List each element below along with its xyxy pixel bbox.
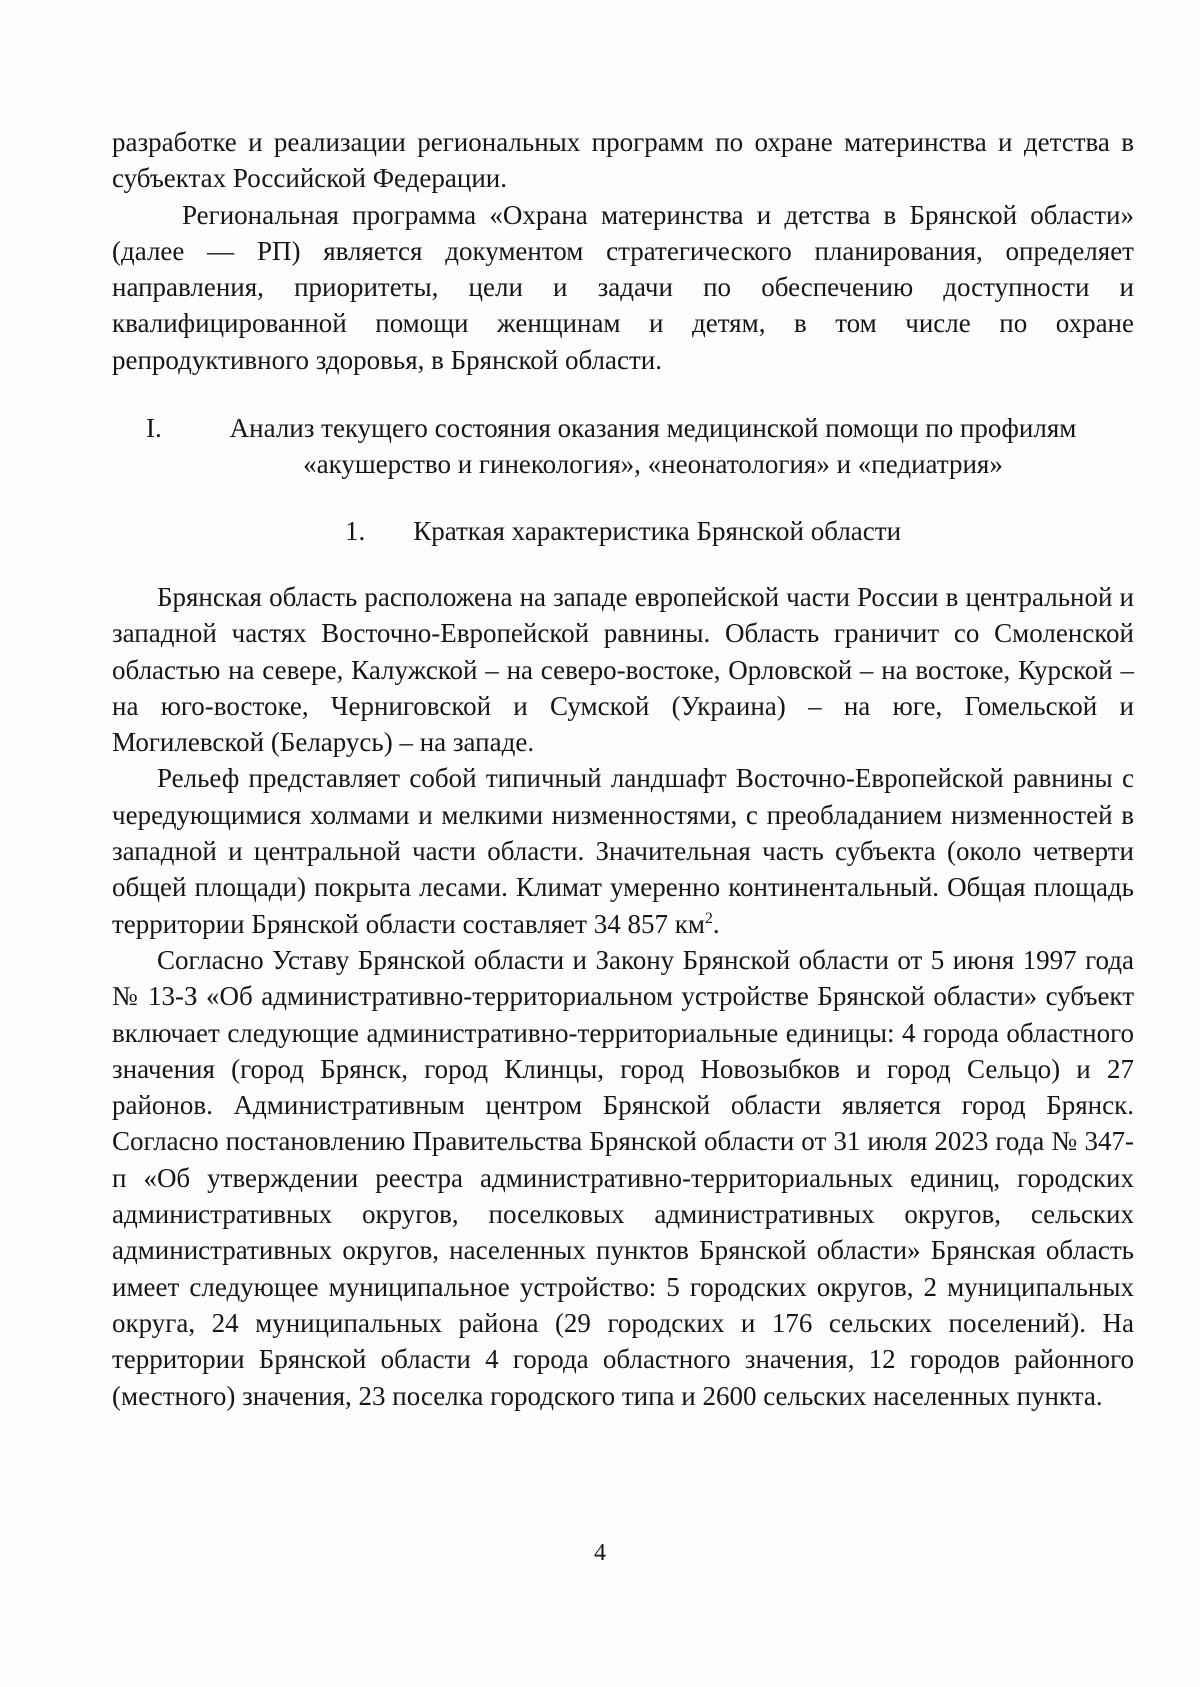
relief-end: . <box>712 908 720 939</box>
document-body <box>112 124 1134 1414</box>
area-superscript: 2 <box>704 909 713 927</box>
location-paragraph: Брянская область расположена на западе европейской части России в центральной и западной частях Восточно-Европейской равнины. Область граничит со Смоленской областью на севере, Калужской – на северо-востоке, Орловской – на востоке, Курской – на юго-востоке, Черниговской и Сумской (Украина) – на юге, Гомельской и Могилевской (Беларусь) – на западе. <box>112 581 1134 758</box>
relief-text: Рельеф представляет собой типичный ландшафт Восточно-Европейской равнины с чередующимися холмами и мелкими низменностями, с преобладанием низменностей в западной и центральной части области. Значительная часть субъекта (около четверти общей площади) покрыта лесами. Климат умеренно континентальный. Общая площадь территории Брянской области составляет 34 857 км <box>112 763 1134 939</box>
page-number: 4 <box>594 1540 606 1566</box>
section-number: I. <box>146 413 162 444</box>
subsection-number: 1. <box>344 515 366 546</box>
administrative-paragraph: Согласно Уставу Брянской области и Закону Брянской области от 5 июня 1997 года № 13-З «Об административно-территориальном устройстве Брянской области» субъект включает следующие административно-территориальные единицы: 4 города областного значения (город Брянск, город Клинцы, город Новозыбков и город Сельцо) и 27 районов. Административным центром Брянской области является город Брянск. Согласно постановлению Правительства Брянской области от 31 июля 2023 года № 347-п «Об утверждении реестра административно-территориальных единиц, городских административных округов, поселковых административных округов, сельских административных округов, населенных пунктов Брянской области» Брянская область имеет следующее муниципальное устройство: 5 городских округов, 2 муниципальных округа, 24 муниципальных района (29 городских и 176 сельских поселений). На территории Брянской области 4 города областного значения, 12 городов районного (местного) значения, 23 поселка городского типа и 2600 сельских населенных пункта. <box>112 944 1134 1411</box>
intro-paragraph: разработке и реализации региональных программ по охране материнства и детства в субъектах Российской Федерации. <box>112 127 1134 194</box>
subsection-title: Краткая характеристика Брянской области <box>413 515 902 546</box>
regional-program-paragraph: Региональная программа «Охрана материнства и детства в Брянской области» (далее — РП) является документом стратегического планирования, определяет направления, приоритеты, цели и задачи по обеспечению доступности и квалифицированной помощи женщинам и детям, в том числе по охране репродуктивного здоровья, в Брянской области. <box>112 199 1134 375</box>
relief-paragraph <box>112 760 1134 941</box>
section-title: Анализ текущего состояния оказания медицинской помощи по профилям «акушерство и гинекология», «неонатология» и «педиатрия» <box>229 413 1077 480</box>
subsection-heading <box>112 513 1134 549</box>
section-heading <box>112 410 1134 483</box>
